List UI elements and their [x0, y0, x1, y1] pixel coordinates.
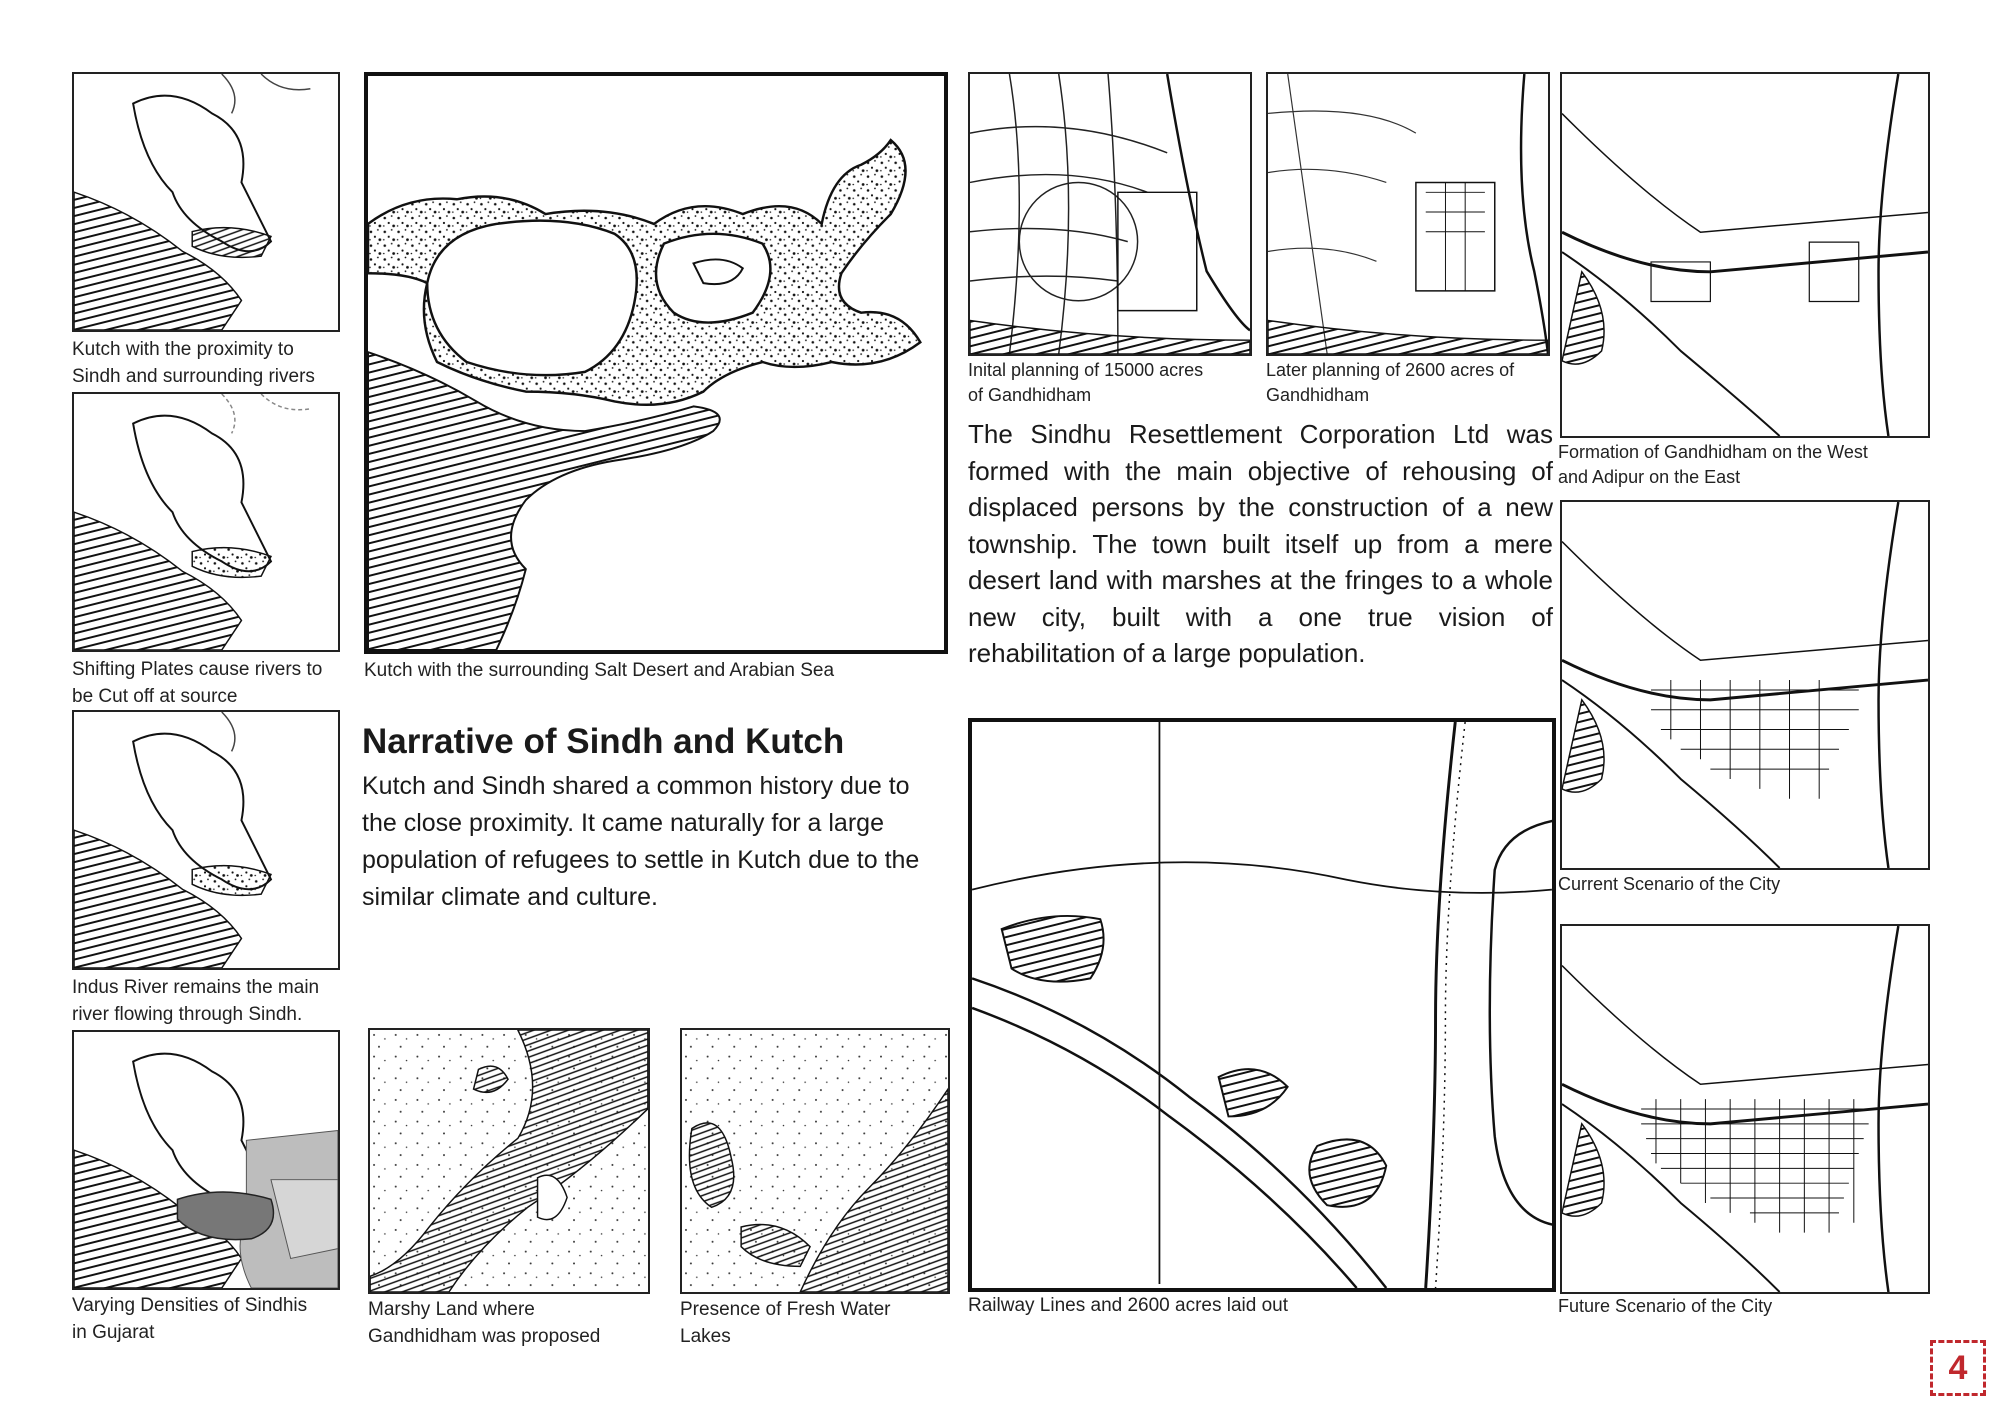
map-drawing — [1268, 74, 1548, 354]
caption-line: Presence of Fresh Water — [680, 1299, 891, 1320]
caption-line: Later planning of 2600 acres of — [1266, 360, 1515, 380]
caption-line: Indus River remains the main — [72, 977, 320, 998]
fresh-water-lakes-map — [680, 1028, 950, 1294]
caption-future-scenario: Future Scenario of the City — [1558, 1296, 1773, 1316]
kutch-salt-desert-map — [364, 72, 948, 654]
caption-railway-lines: Railway Lines and 2600 acres laid out — [968, 1295, 1289, 1316]
map-drawing — [74, 74, 338, 330]
caption-line: in Gujarat — [72, 1322, 155, 1343]
caption-fresh-water-lakes — [680, 1296, 890, 1350]
caption-shifting-plates — [72, 656, 322, 710]
map-drawing — [1562, 74, 1928, 436]
map-drawing — [74, 1032, 338, 1288]
gandhidham-formation-map — [1560, 72, 1930, 438]
map-drawing — [1562, 502, 1928, 868]
caption-line: Shifting Plates cause rivers to — [72, 659, 323, 680]
map-drawing — [970, 74, 1250, 354]
page-number: 4 — [1930, 1340, 1986, 1396]
caption-line: be Cut off at source — [72, 686, 238, 707]
map-drawing — [74, 394, 338, 650]
caption-line: and Adipur on the East — [1558, 467, 1741, 487]
caption-line: Sindh and surrounding rivers — [72, 366, 315, 387]
sindh-kutch-map-2 — [72, 392, 340, 652]
sindh-kutch-map-3 — [72, 710, 340, 970]
caption-later-planning — [1266, 358, 1514, 408]
narrative-body: Kutch and Sindh shared a common history due to the close proximity. It came naturally for a large population of refugees to settle in Kutch due to the similar climate and culture. — [362, 772, 920, 911]
map-drawing — [1562, 926, 1928, 1292]
caption-kutch-proximity — [72, 336, 315, 390]
caption-line: Lakes — [680, 1326, 731, 1347]
sindh-kutch-map-4 — [72, 1030, 340, 1290]
map-drawing — [682, 1030, 948, 1292]
narrative-heading: Narrative of Sindh and Kutch — [362, 722, 845, 761]
map-drawing — [368, 76, 944, 650]
initial-planning-map — [968, 72, 1252, 356]
map-drawing — [370, 1030, 648, 1292]
caption-line: Gandhidham was proposed — [368, 1326, 601, 1347]
marshy-land-map — [368, 1028, 650, 1294]
caption-line: Formation of Gandhidham on the West — [1558, 442, 1868, 462]
caption-line: Inital planning of 15000 acres — [968, 360, 1204, 380]
later-planning-map — [1266, 72, 1550, 356]
caption-marshy-land — [368, 1296, 600, 1350]
caption-main-map: Kutch with the surrounding Salt Desert and Arabian Sea — [364, 660, 835, 681]
current-scenario-map — [1560, 500, 1930, 870]
railway-lines-map — [968, 718, 1556, 1292]
caption-line: Marshy Land where — [368, 1299, 535, 1320]
caption-line: Kutch with the proximity to — [72, 339, 294, 360]
future-scenario-map — [1560, 924, 1930, 1294]
caption-varying-densities — [72, 1292, 307, 1346]
caption-line: of Gandhidham — [968, 385, 1092, 405]
map-drawing — [74, 712, 338, 968]
resettlement-paragraph: The Sindhu Resettlement Corporation Ltd was formed with the main objective of rehousing of displaced persons by the construction of a new township. The town built itself up from a mere desert land with marshes at the fringes to a whole new city, built with a one true vision of rehabilitation of a large population. — [968, 419, 1553, 668]
caption-indus-river — [72, 974, 319, 1028]
caption-line: river flowing through Sindh. — [72, 1004, 303, 1025]
caption-initial-planning — [968, 358, 1203, 408]
caption-current-scenario: Current Scenario of the City — [1558, 874, 1781, 894]
caption-gandhidham-formation — [1558, 440, 1868, 490]
caption-line: Gandhidham — [1266, 385, 1370, 405]
map-drawing — [972, 722, 1552, 1288]
sindh-kutch-map-1 — [72, 72, 340, 332]
caption-line: Varying Densities of Sindhis — [72, 1295, 308, 1316]
